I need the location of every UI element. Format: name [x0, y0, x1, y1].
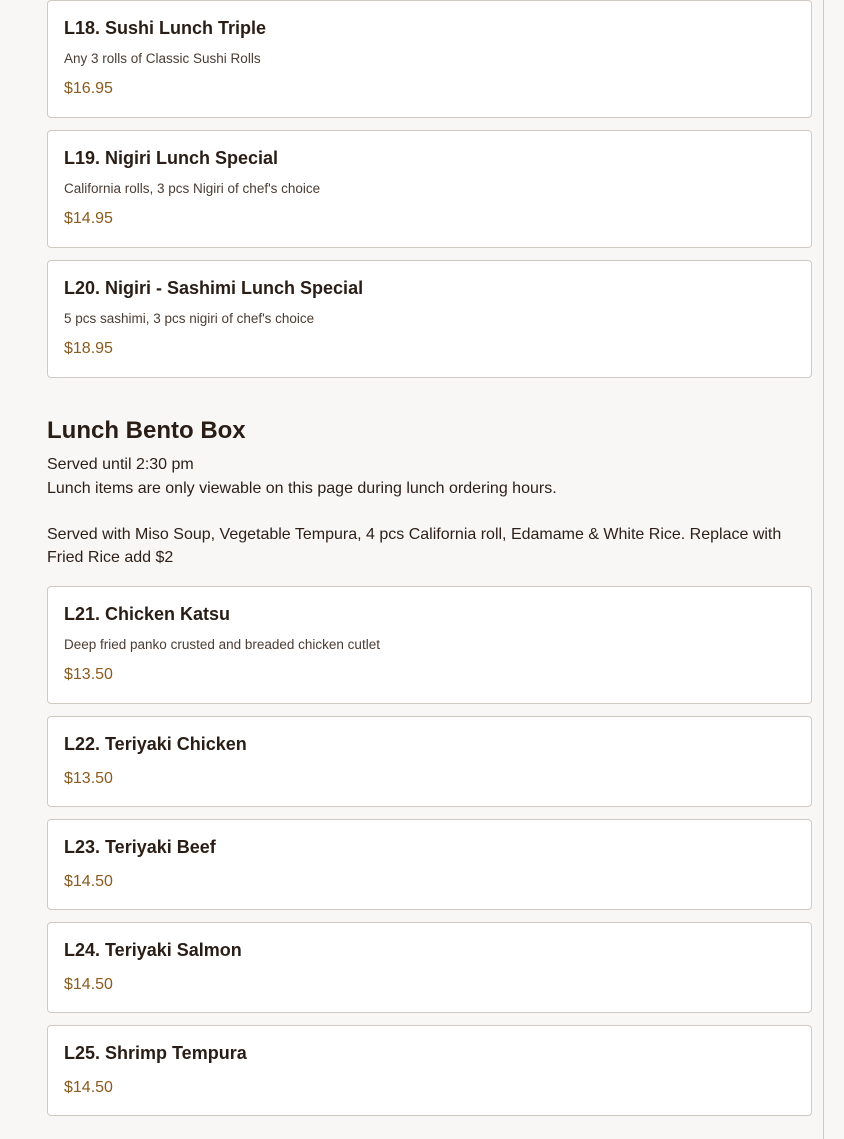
section-note: Lunch items are only viewable on this page during lunch ordering hours. [47, 480, 557, 497]
menu-item-name: L20. Nigiri - Sashimi Lunch Special [64, 278, 364, 298]
menu-item-price: $13.50 [64, 770, 113, 787]
menu-item-name: L23. Teriyaki Beef [64, 837, 216, 857]
menu-item-card[interactable] [47, 716, 812, 807]
menu-item-price: $14.50 [64, 873, 113, 890]
menu-item-price: $16.95 [64, 80, 113, 97]
menu-item-description: Any 3 rolls of Classic Sushi Rolls [64, 51, 261, 66]
menu-item-name: L24. Teriyaki Salmon [64, 940, 242, 960]
menu-item-price: $18.95 [64, 340, 113, 357]
menu-item-name: L21. Chicken Katsu [64, 604, 231, 624]
menu-item-card[interactable] [47, 1025, 812, 1116]
menu-item-name: L22. Teriyaki Chicken [64, 734, 247, 754]
section-title: Lunch Bento Box [47, 417, 246, 444]
menu-item-description: Deep fried panko crusted and breaded chicken cutlet [64, 637, 380, 652]
menu-item-price: $14.50 [64, 976, 113, 993]
section-hours: Served until 2:30 pm [47, 456, 194, 473]
menu-item-card[interactable] [47, 586, 812, 704]
menu-item-name: L19. Nigiri Lunch Special [64, 148, 279, 168]
menu-item-name: L18. Sushi Lunch Triple [64, 18, 267, 38]
menu-item-price: $14.95 [64, 210, 113, 227]
menu-item-card[interactable] [47, 922, 812, 1013]
section-served-with: Served with Miso Soup, Vegetable Tempura, 4 pcs California roll, Edamame & White Rice. Replace with Fried Rice add $2 [47, 526, 782, 566]
menu-item-price: $13.50 [64, 666, 113, 683]
menu-item-price: $14.50 [64, 1079, 113, 1096]
menu-item-card[interactable] [47, 819, 812, 910]
menu-item-name: L25. Shrimp Tempura [64, 1043, 247, 1063]
page-edge-divider [823, 0, 824, 1139]
menu-item-description: California rolls, 3 pcs Nigiri of chef's choice [64, 181, 321, 196]
menu-item-card[interactable] [47, 0, 812, 118]
menu-item-card[interactable] [47, 260, 812, 378]
menu-item-description: 5 pcs sashimi, 3 pcs nigiri of chef's choice [64, 311, 315, 326]
menu-item-card[interactable] [47, 130, 812, 248]
